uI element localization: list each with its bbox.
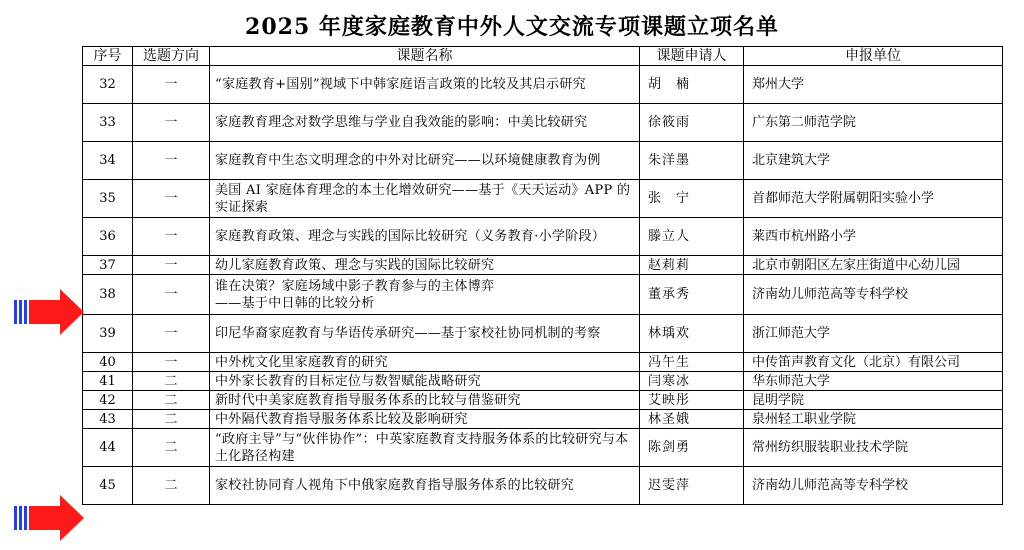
row-name: 中外枕文化里家庭教育的研究	[210, 353, 640, 372]
table-row	[83, 142, 1003, 180]
row-applicant: 张 宁	[640, 180, 744, 218]
row-direction: 一	[133, 66, 210, 104]
row-unit: 北京建筑大学	[744, 142, 1003, 180]
row-no: 36	[83, 218, 133, 256]
row-direction: 二	[133, 467, 210, 505]
row-no: 35	[83, 180, 133, 218]
row-name: 家校社协同育人视角下中俄家庭教育指导服务体系的比较研究	[210, 467, 640, 505]
row-unit: 常州纺织服装职业技术学院	[744, 429, 1003, 467]
row-unit: 莱西市杭州路小学	[744, 218, 1003, 256]
row-direction: 一	[133, 315, 210, 353]
table-row	[83, 467, 1003, 505]
row-no: 45	[83, 467, 133, 505]
row-applicant: 林圣娥	[640, 410, 744, 429]
row-applicant: 迟雯萍	[640, 467, 744, 505]
row-direction: 一	[133, 256, 210, 275]
table-row	[83, 104, 1003, 142]
table-header-row	[83, 47, 1003, 66]
row-no: 41	[83, 372, 133, 391]
row-direction: 二	[133, 429, 210, 467]
row-name: 中外隔代教育指导服务体系比较及影响研究	[210, 410, 640, 429]
row-direction: 一	[133, 180, 210, 218]
row-applicant: 赵莉莉	[640, 256, 744, 275]
row-no: 43	[83, 410, 133, 429]
row-direction: 一	[133, 275, 210, 315]
row-name: 家庭教育理念对数学思维与学业自我效能的影响：中美比较研究	[210, 104, 640, 142]
row-applicant: 闫寒冰	[640, 372, 744, 391]
row-no: 37	[83, 256, 133, 275]
row-no: 39	[83, 315, 133, 353]
header-direction: 选题方向	[133, 47, 210, 66]
row-unit: 北京市朝阳区左家庄街道中心幼儿园	[744, 256, 1003, 275]
row-name: 家庭教育中生态文明理念的中外对比研究——以环境健康教育为例	[210, 142, 640, 180]
row-unit: 郑州大学	[744, 66, 1003, 104]
row-name: 家庭教育政策、理念与实践的国际比较研究（义务教育·小学阶段）	[210, 218, 640, 256]
row-applicant: 徐筱雨	[640, 104, 744, 142]
row-name: “家庭教育+国别”视域下中韩家庭语言政策的比较及其启示研究	[210, 66, 640, 104]
row-direction: 一	[133, 104, 210, 142]
header-unit: 申报单位	[744, 47, 1003, 66]
row-name: 印尼华裔家庭教育与华语传承研究——基于家校社协同机制的考察	[210, 315, 640, 353]
row-no: 38	[83, 275, 133, 315]
row-applicant: 朱洋墨	[640, 142, 744, 180]
row-no: 34	[83, 142, 133, 180]
row-name	[210, 275, 640, 315]
row-name-line1: 谁在决策？家庭场域中影子教育参与的主体博弈	[215, 278, 495, 294]
row-unit: 浙江师范大学	[744, 315, 1003, 353]
table-row	[83, 353, 1003, 372]
row-direction: 一	[133, 353, 210, 372]
table-row	[83, 372, 1003, 391]
row-unit: 济南幼儿师范高等专科学校	[744, 467, 1003, 505]
row-unit: 济南幼儿师范高等专科学校	[744, 275, 1003, 315]
table-row	[83, 180, 1003, 218]
row-name: “政府主导”与“伙伴协作”：中英家庭教育支持服务体系的比较研究与本土化路径构建	[210, 429, 640, 467]
row-name-line2: ——基于中日韩的比较分析	[215, 295, 375, 311]
red-arrow-icon	[14, 494, 86, 542]
row-applicant: 陈剑勇	[640, 429, 744, 467]
project-table	[82, 46, 1003, 505]
table-row	[83, 315, 1003, 353]
row-applicant: 滕立人	[640, 218, 744, 256]
row-no: 42	[83, 391, 133, 410]
page-title: 2025 年度家庭教育中外人文交流专项课题立项名单	[245, 14, 779, 40]
table-row	[83, 410, 1003, 429]
row-direction: 一	[133, 142, 210, 180]
row-applicant: 林瑀欢	[640, 315, 744, 353]
row-direction: 二	[133, 391, 210, 410]
row-direction: 二	[133, 372, 210, 391]
row-unit: 广东第二师范学院	[744, 104, 1003, 142]
row-unit: 昆明学院	[744, 391, 1003, 410]
row-direction: 二	[133, 410, 210, 429]
header-applicant: 课题申请人	[640, 47, 744, 66]
header-no: 序号	[83, 47, 133, 66]
row-no: 32	[83, 66, 133, 104]
row-applicant: 艾映彤	[640, 391, 744, 410]
table-row	[83, 429, 1003, 467]
red-arrow-icon	[14, 288, 86, 336]
row-name: 幼儿家庭教育政策、理念与实践的国际比较研究	[210, 256, 640, 275]
row-no: 44	[83, 429, 133, 467]
row-applicant: 胡 楠	[640, 66, 744, 104]
row-unit: 泉州轻工职业学院	[744, 410, 1003, 429]
row-unit: 中传笛声教育文化（北京）有限公司	[744, 353, 1003, 372]
table-row	[83, 66, 1003, 104]
header-name: 课题名称	[210, 47, 640, 66]
row-name: 美国 AI 家庭体育理念的本土化增效研究——基于《天天运动》APP 的实证探索	[210, 180, 640, 218]
row-direction: 一	[133, 218, 210, 256]
row-unit: 华东师范大学	[744, 372, 1003, 391]
table-row	[83, 275, 1003, 315]
row-name: 新时代中美家庭教育指导服务体系的比较与借鉴研究	[210, 391, 640, 410]
row-no: 33	[83, 104, 133, 142]
row-unit: 首都师范大学附属朝阳实验小学	[744, 180, 1003, 218]
table-row	[83, 218, 1003, 256]
row-applicant: 董承秀	[640, 275, 744, 315]
row-no: 40	[83, 353, 133, 372]
row-name: 中外家长教育的目标定位与数智赋能战略研究	[210, 372, 640, 391]
row-applicant: 冯午生	[640, 353, 744, 372]
table-row	[83, 256, 1003, 275]
table-row	[83, 391, 1003, 410]
